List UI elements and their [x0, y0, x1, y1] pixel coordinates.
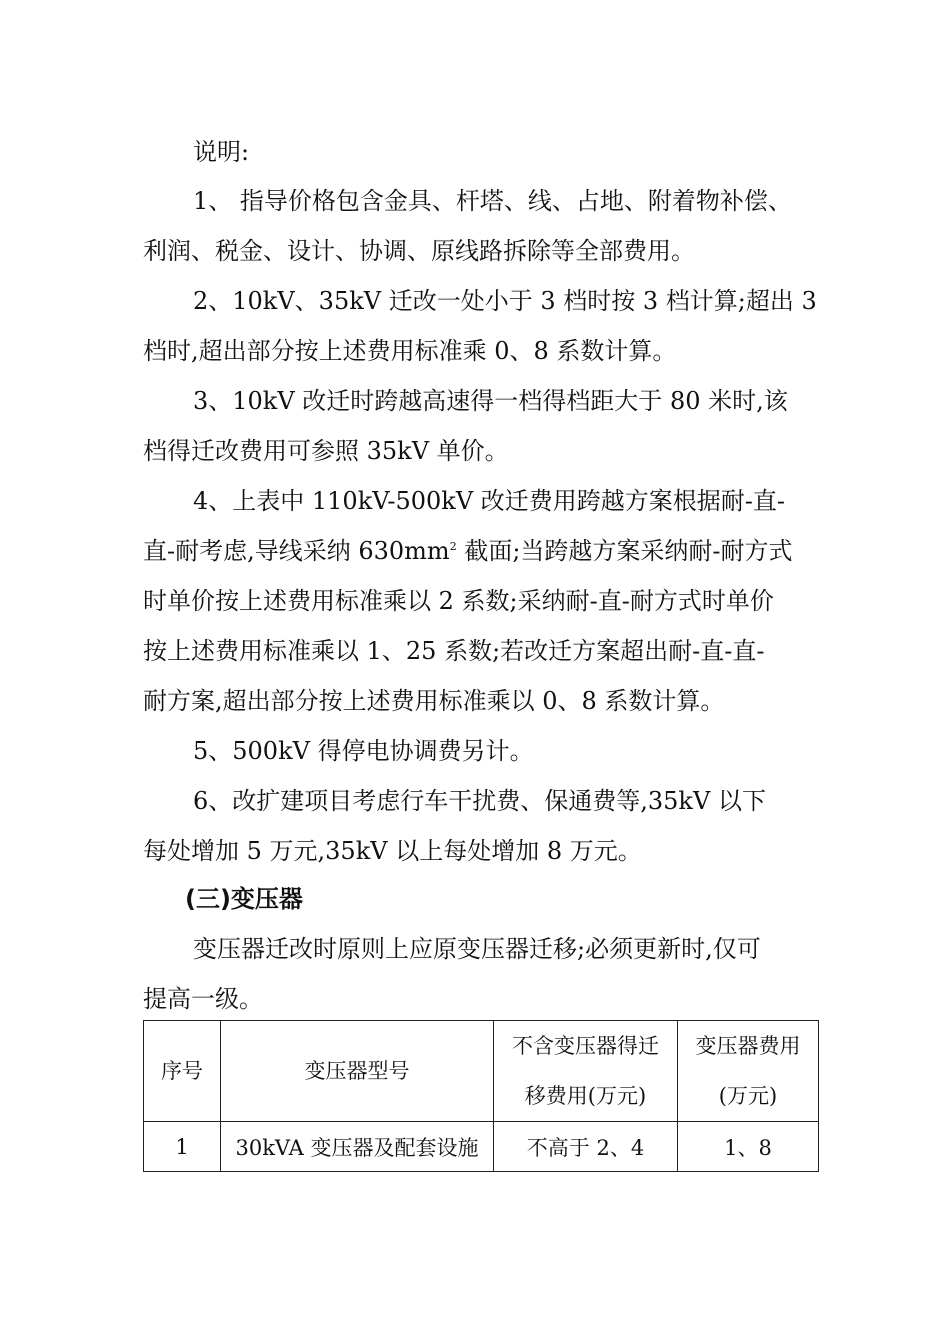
cell-transformer-cost: 1、8	[678, 1122, 819, 1172]
cell-relocation-cost: 不高于 2、4	[494, 1122, 678, 1172]
note-2-line-1: 2、10kV、35kV 迁改一处小于 3 档时按 3 档计算;超出 3	[193, 287, 817, 315]
note-4-line-2	[143, 536, 823, 566]
note-4-line-1: 4、上表中 110kV-500kV 改迁费用跨越方案根据耐-直-	[193, 487, 786, 515]
table-header-row	[144, 1021, 819, 1122]
notes-heading: 说明:	[193, 138, 250, 166]
note-4-line-2-b: 截面;当跨越方案采纳耐-耐方式	[456, 537, 793, 565]
transformer-table	[143, 1020, 819, 1172]
cell-model: 30kVA 变压器及配套设施	[221, 1122, 494, 1172]
note-4-line-5: 耐方案,超出部分按上述费用标准乘以 0、8 系数计算。	[143, 687, 725, 715]
note-3-line-2: 档得迁改费用可参照 35kV 单价。	[143, 437, 509, 465]
note-1-line-1: 1、 指导价格包含金具、杆塔、线、占地、附着物补偿、	[193, 187, 792, 215]
header-model: 变压器型号	[221, 1021, 494, 1122]
table-row	[144, 1122, 819, 1172]
note-6-line-1: 6、改扩建项目考虑行车干扰费、保通费等,35kV 以下	[193, 787, 766, 815]
note-3-line-1: 3、10kV 改迁时跨越高速得一档得档距大于 80 米时,该	[193, 387, 788, 415]
superscript-two: 2	[449, 540, 457, 553]
note-1-line-2: 利润、税金、设计、协调、原线路拆除等全部费用。	[143, 237, 695, 265]
header-relocation-cost-line-1: 不含变压器得迁	[512, 1034, 659, 1058]
note-4-line-2-a: 直-耐考虑,导线采纳 630mm	[143, 537, 450, 565]
header-transformer-cost-line-1: 变压器费用	[695, 1034, 801, 1058]
header-transformer-cost-line-2: (万元)	[718, 1084, 778, 1108]
note-4-line-3: 时单价按上述费用标准乘以 2 系数;采纳耐-直-耐方式时单价	[143, 587, 774, 615]
section-paragraph-line-1: 变压器迁改时原则上应原变压器迁移;必须更新时,仅可	[193, 935, 761, 963]
header-index: 序号	[144, 1021, 221, 1122]
header-relocation-cost	[494, 1021, 678, 1122]
note-5-line-1: 5、500kV 得停电协调费另计。	[193, 737, 534, 765]
header-relocation-cost-line-2: 移费用(万元)	[524, 1084, 647, 1108]
header-transformer-cost	[678, 1021, 819, 1122]
note-2-line-2: 档时,超出部分按上述费用标准乘 0、8 系数计算。	[143, 337, 677, 365]
cell-index: 1	[144, 1122, 221, 1172]
section-title: (三)变压器	[185, 885, 303, 913]
note-6-line-2: 每处增加 5 万元,35kV 以上每处增加 8 万元。	[143, 837, 642, 865]
section-paragraph-line-2: 提高一级。	[143, 985, 263, 1013]
note-4-line-4: 按上述费用标准乘以 1、25 系数;若改迁方案超出耐-直-直-	[143, 637, 765, 665]
